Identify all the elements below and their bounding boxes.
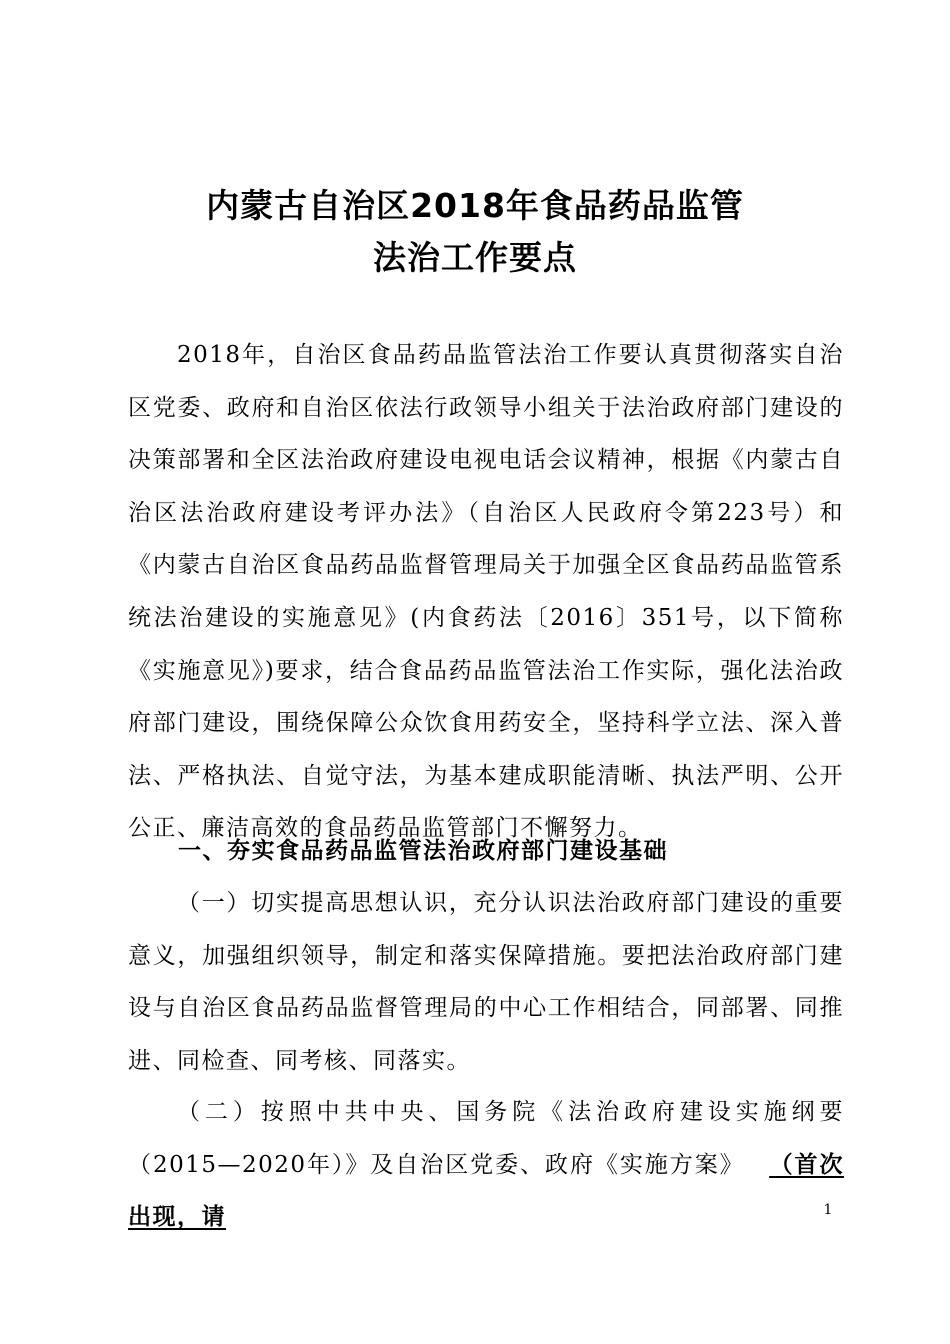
section-heading-1: 一、夯实食品药品监管法治政府部门建设基础 — [178, 838, 668, 864]
item-2-note: （首次出现，请 — [128, 1151, 844, 1231]
intro-paragraph: 2018年，自治区食品药品监管法治工作要认真贯彻落实自治区党委、政府和自治区依法行政领导小组关于法治政府部门建设的决策部署和全区法治政府建设电视电话会议精神，根据《内蒙古自治区法治政府建设考评办法》（自治区人民政府令第223号）和《内蒙古自治区食品药品监督管理局关于加强全区食品药品监管系统法治建设的实施意见》(内食药法〔2016〕351号，以下简称《实施意见》)要求，结合食品药品监管法治工作实际，强化法治政府部门建设，围绕保障公众饮食用药安全，坚持科学立法、深入普法、严格执法、自觉守法，为基本建成职能清晰、执法严明、公开公正、廉洁高效的食品药品监管部门不懈努力。 — [128, 342, 844, 842]
page-number: 1 — [823, 1202, 833, 1218]
document-title-line-1: 内蒙古自治区2018年食品药品监管 — [206, 186, 744, 225]
item-2-paragraph — [128, 1086, 844, 1244]
document-title-line-2: 法治工作要点 — [373, 238, 577, 277]
item-2-text: （二）按照中共中央、国务院《法治政府建设实施纲要（2015—2020年）》及自治区党委、政府《实施方案》 — [128, 1099, 844, 1178]
item-1-paragraph: （一）切实提高思想认识，充分认识法治政府部门建设的重要意义，加强组织领导，制定和落实保障措施。要把法治政府部门建设与自治区食品药品监督管理局的中心工作相结合，同部署、同推进、同检查、同考核、同落实。 — [128, 890, 844, 1074]
